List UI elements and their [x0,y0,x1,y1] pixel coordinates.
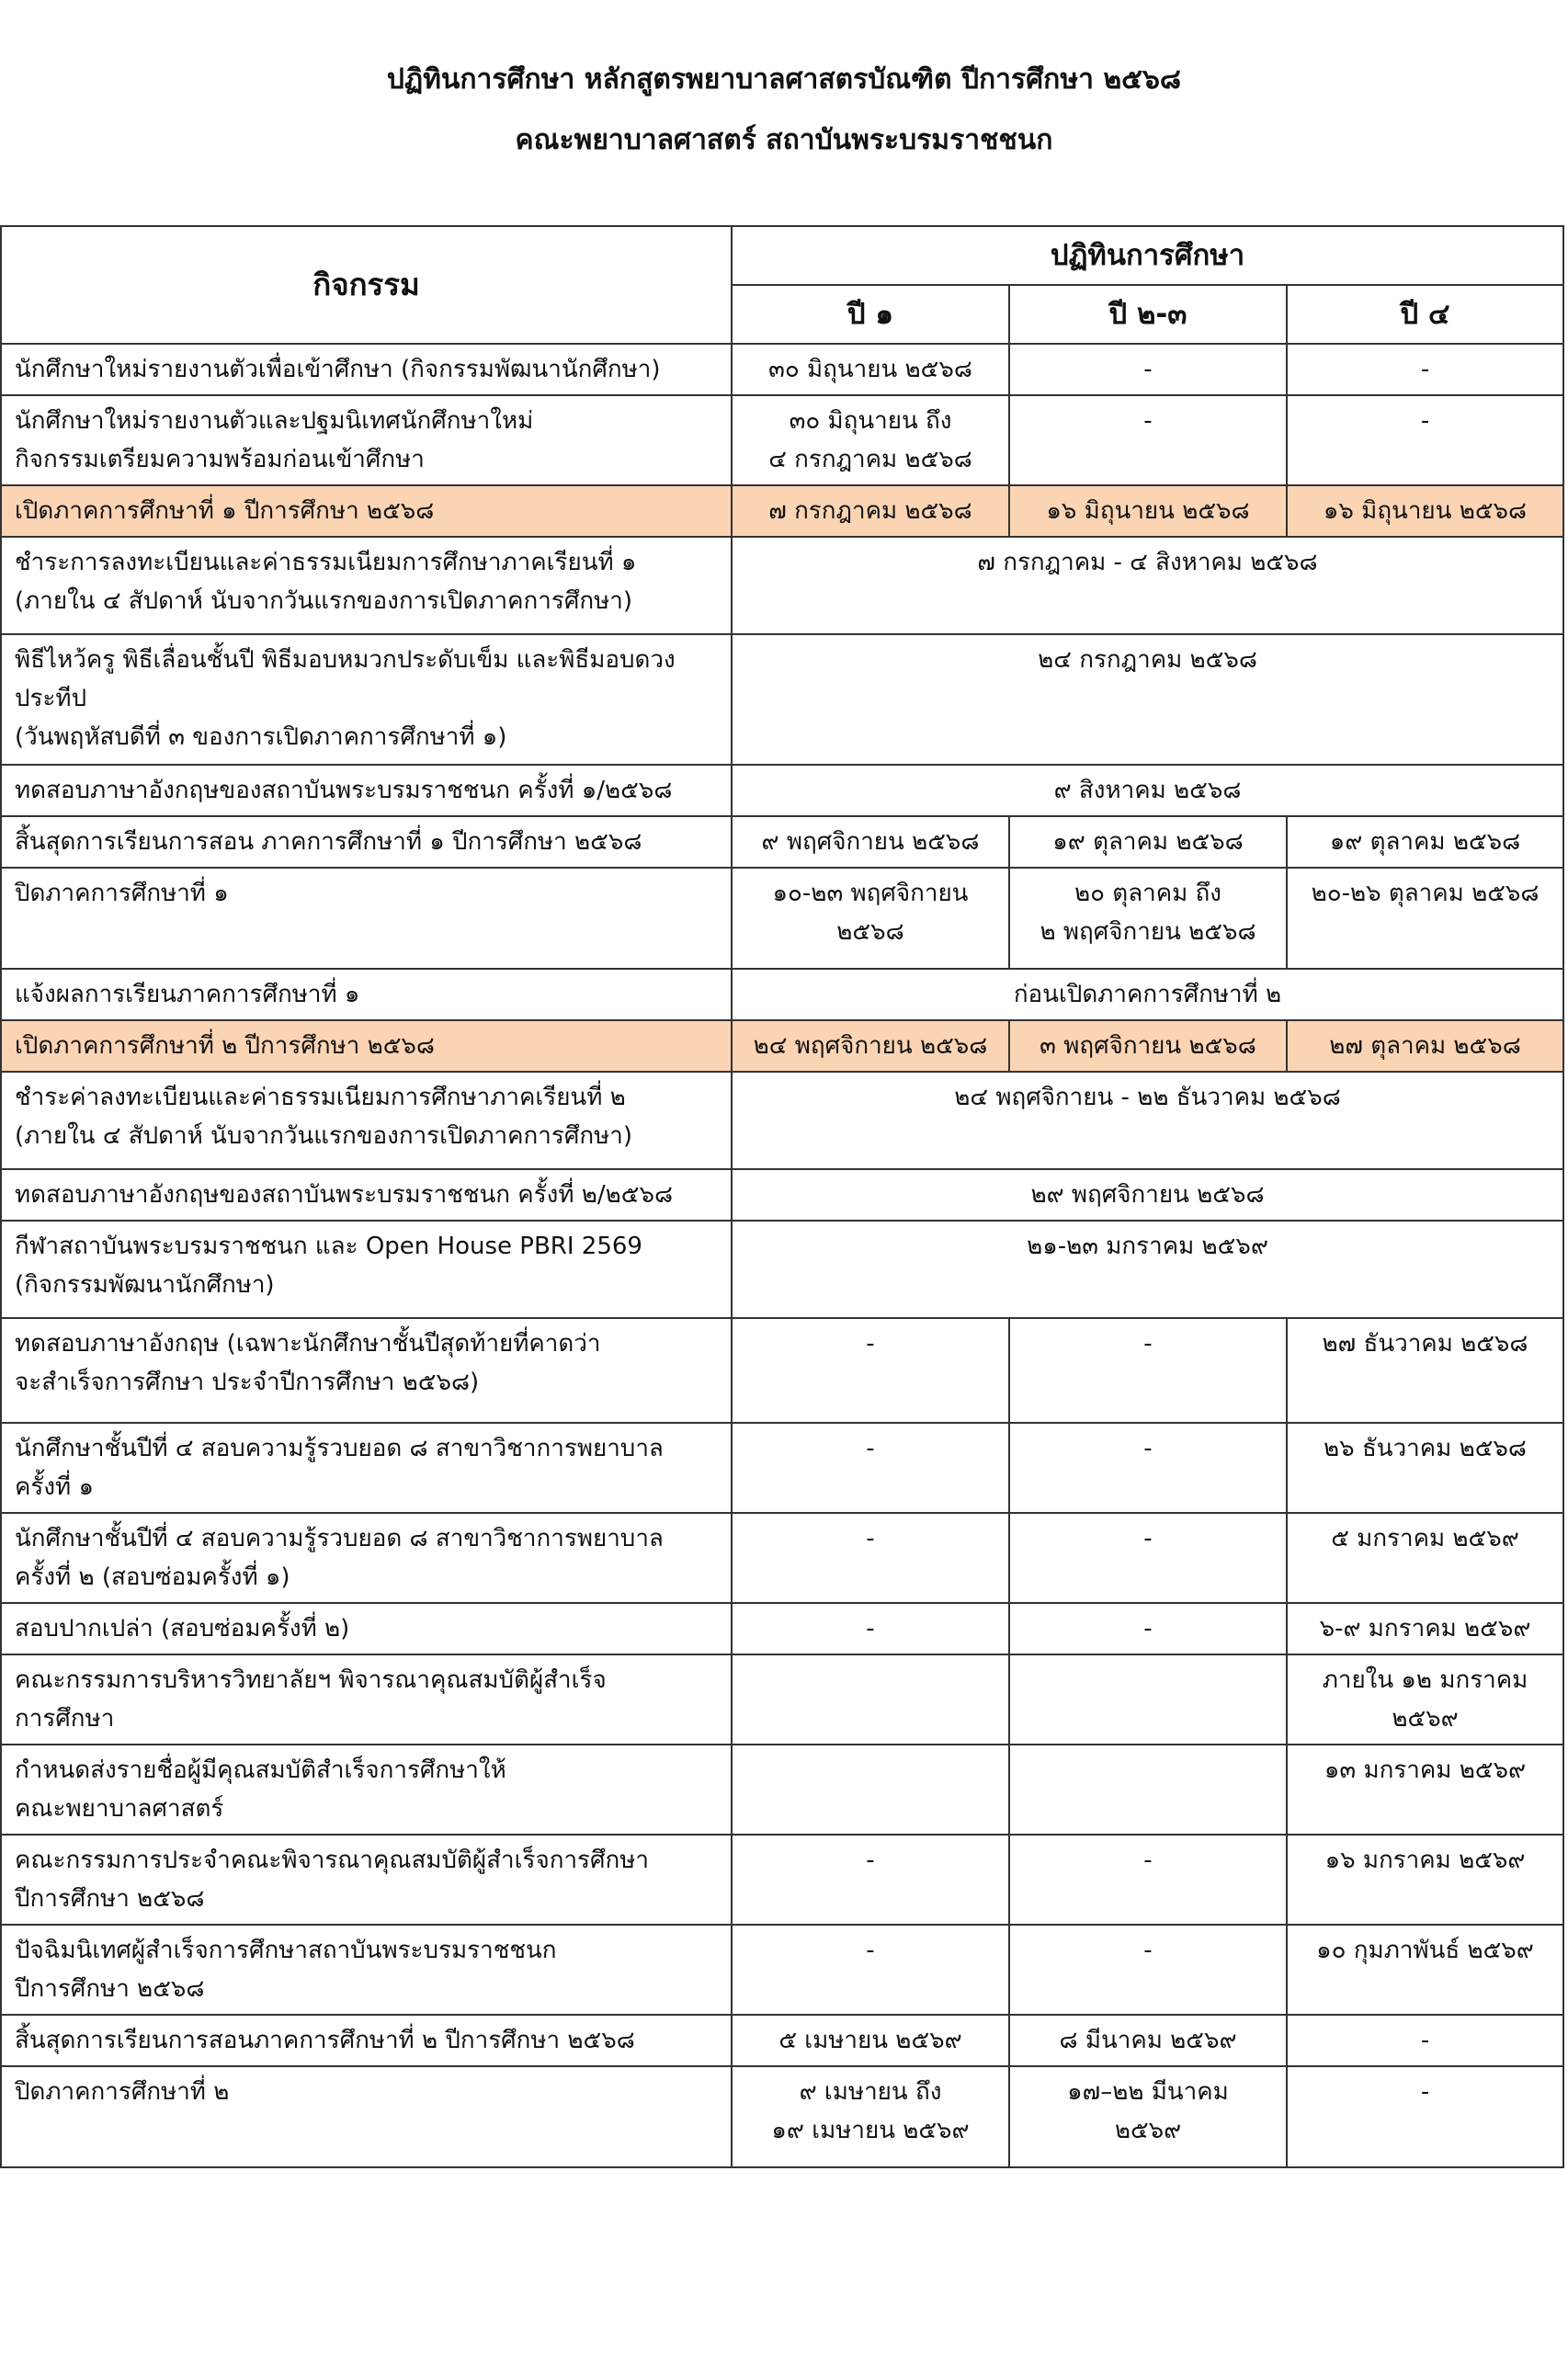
year-4-date-cell [1287,1835,1563,1925]
year-2-3-date-cell-line: ๘ มีนาคม ๒๕๖๙ [1059,2027,1237,2054]
activity-cell [1,344,732,395]
year-2-3-date-cell-line: - [1143,1435,1153,1462]
activity-cell-line: ทดสอบภาษาอังกฤษ (เฉพาะนักศึกษาชั้นปีสุดท้ายที่คาดว่า [15,1330,601,1358]
header-year-4: ปี ๔ [1287,285,1563,344]
year-4-date-cell [1287,485,1563,537]
year-1-date-cell [732,485,1009,537]
activity-cell-line: คณะกรรมการบริหารวิทยาลัยฯ พิจารณาคุณสมบัติผู้สำเร็จ [15,1666,607,1694]
year-4-date-cell-line: ๒๐-๒๖ ตุลาคม ๒๕๖๘ [1311,880,1540,907]
year-2-3-date-cell-line: ๑๗–๒๒ มีนาคม [1067,2078,1229,2106]
activity-cell-line: ทดสอบภาษาอังกฤษของสถาบันพระบรมราชชนก ครั้งที่ ๑/๒๕๖๘ [15,777,673,804]
year-1-date-cell [732,395,1009,485]
header-activity: กิจกรรม [1,226,732,344]
year-4-date-cell-line: ๕ มกราคม ๒๕๖๙ [1331,1525,1519,1552]
year-1-date-cell-line: ๒๔ พฤศจิกายน ๒๕๖๘ [753,1032,988,1060]
year-4-date-cell-line: ๑๖ มิถุนายน ๒๕๖๘ [1323,497,1528,525]
all-years-date-cell [732,765,1563,816]
year-2-3-date-cell-line: ๒๐ ตุลาคม ถึง [1074,880,1221,907]
activity-cell-line: ชำระการลงทะเบียนและค่าธรรมเนียมการศึกษาภาคเรียนที่ ๑ [15,549,637,576]
year-4-date-cell [1287,1603,1563,1654]
year-2-3-date-cell [1009,868,1287,969]
year-2-3-date-cell-line: ๑๙ ตุลาคม ๒๕๖๘ [1052,828,1244,856]
year-4-date-cell-line: ๑๐ กุมภาพันธ์ ๒๕๖๙ [1316,1937,1534,1964]
table-row [1,2066,1563,2167]
year-4-date-cell [1287,1654,1563,1745]
table-row [1,1835,1563,1925]
year-1-date-cell [732,344,1009,395]
table-row [1,765,1563,816]
all-years-date-cell [732,537,1563,634]
table-row [1,1603,1563,1654]
activity-cell-line: ทดสอบภาษาอังกฤษของสถาบันพระบรมราชชนก ครั้งที่ ๒/๒๕๖๘ [15,1181,674,1209]
year-1-date-cell [732,1423,1009,1513]
year-2-3-date-cell [1009,1835,1287,1925]
activity-cell-line: (ภายใน ๔ สัปดาห์ นับจากวันแรกของการเปิดภาคการศึกษา) [15,587,632,615]
activity-cell-line: จะสำเร็จการศึกษา ประจำปีการศึกษา ๒๕๖๘) [15,1369,480,1396]
year-1-date-cell [732,1925,1009,2015]
year-2-3-date-cell-line: ๑๖ มิถุนายน ๒๕๖๘ [1046,497,1250,525]
calendar-body [1,344,1563,2167]
activity-cell-line: (กิจกรรมพัฒนานักศึกษา) [15,1271,275,1299]
year-4-date-cell-line: ๑๓ มกราคม ๒๕๖๙ [1324,1756,1527,1784]
activity-cell [1,765,732,816]
year-1-date-cell [732,1513,1009,1603]
table-row [1,634,1563,765]
activity-cell-line: (วันพฤหัสบดีที่ ๓ ของการเปิดภาคการศึกษาที่ ๑) [15,723,507,751]
table-row [1,1221,1563,1318]
table-row [1,395,1563,485]
year-1-date-cell-line: - [866,1330,875,1358]
year-2-3-date-cell [1009,816,1287,868]
activity-cell [1,634,732,765]
year-4-date-cell [1287,395,1563,485]
year-2-3-date-cell-line: ๓ พฤศจิกายน ๒๕๖๘ [1040,1032,1256,1060]
year-4-date-cell-line: ๒๕๖๙ [1392,1705,1459,1733]
all-years-date-cell [732,1221,1563,1318]
activity-cell [1,969,732,1020]
year-2-3-date-cell-line: - [1143,1615,1153,1643]
year-4-date-cell [1287,1020,1563,1072]
page-title: ปฏิทินการศึกษา หลักสูตรพยาบาลศาสตรบัณฑิต ปีการศึกษา ๒๕๖๘ [386,63,1182,96]
year-1-date-cell [732,2015,1009,2066]
activity-cell-line: นักศึกษาใหม่รายงานตัวเพื่อเข้าศึกษา (กิจกรรมพัฒนานักศึกษา) [15,356,661,383]
activity-cell [1,868,732,969]
year-1-date-cell-line: ๑๙ เมษายน ๒๕๖๙ [771,2117,970,2144]
activity-cell [1,1925,732,2015]
year-2-3-date-cell [1009,2066,1287,2167]
year-2-3-date-cell [1009,485,1287,537]
activity-cell-line: นักศึกษาชั้นปีที่ ๔ สอบความรู้รวบยอด ๘ สาขาวิชาการพยาบาล [15,1525,664,1552]
page-subtitle: คณะพยาบาลศาสตร์ สถาบันพระบรมราชชนก [515,124,1053,156]
all-years-date-cell [732,969,1563,1020]
year-2-3-date-cell-line: - [1143,1937,1153,1964]
year-1-date-cell [732,1603,1009,1654]
year-4-date-cell [1287,1513,1563,1603]
table-row [1,1020,1563,1072]
activity-cell [1,395,732,485]
year-1-date-cell-line: ๙ พฤศจิกายน ๒๕๖๘ [761,828,980,856]
table-row [1,1318,1563,1423]
all-years-date-cell-line: ๙ สิงหาคม ๒๕๖๘ [1053,777,1242,804]
year-1-date-cell-line: - [866,1937,875,1964]
year-4-date-cell-line: ๒๗ ตุลาคม ๒๕๖๘ [1329,1032,1521,1060]
year-2-3-date-cell [1009,1745,1287,1835]
year-2-3-date-cell [1009,2015,1287,2066]
header-calendar: ปฏิทินการศึกษา [732,226,1563,285]
activity-cell [1,1020,732,1072]
year-4-date-cell-line: ๖-๙ มกราคม ๒๕๖๙ [1319,1615,1531,1643]
year-2-3-date-cell-line: - [1143,407,1153,435]
activity-cell-line: คณะพยาบาลศาสตร์ [15,1795,224,1823]
activity-cell-line: ประทีป [15,685,87,712]
year-1-date-cell [732,1745,1009,1835]
all-years-date-cell-line: ๒๔ กรกฎาคม ๒๕๖๘ [1038,646,1257,674]
year-2-3-date-cell [1009,1654,1287,1745]
activity-cell-line: สิ้นสุดการเรียนการสอนภาคการศึกษาที่ ๒ ปีการศึกษา ๒๕๖๘ [15,2027,635,2054]
table-row [1,1423,1563,1513]
activity-cell-line: ครั้งที่ ๒ (สอบซ่อมครั้งที่ ๑) [15,1563,290,1591]
activity-cell [1,1603,732,1654]
year-1-date-cell [732,2066,1009,2167]
year-4-date-cell-line: ภายใน ๑๒ มกราคม [1322,1666,1528,1694]
year-1-date-cell-line: ๑๐-๒๓ พฤศจิกายน [772,880,969,907]
year-4-date-cell [1287,2015,1563,2066]
activity-cell-line: นักศึกษาชั้นปีที่ ๔ สอบความรู้รวบยอด ๘ สาขาวิชาการพยาบาล [15,1435,664,1462]
table-row [1,2015,1563,2066]
activity-cell [1,1513,732,1603]
activity-cell-line: ปิดภาคการศึกษาที่ ๑ [15,880,229,907]
activity-cell [1,1072,732,1169]
year-2-3-date-cell [1009,1603,1287,1654]
academic-calendar-table [0,225,1564,2168]
year-2-3-date-cell-line: - [1143,1525,1153,1552]
table-row [1,1072,1563,1169]
year-1-date-cell [732,1835,1009,1925]
table-row [1,1925,1563,2015]
all-years-date-cell-line: ๒๑-๒๓ มกราคม ๒๕๖๙ [1027,1233,1268,1260]
year-4-date-cell [1287,1423,1563,1513]
activity-cell-line: การศึกษา [15,1705,115,1733]
activity-cell-line: (ภายใน ๔ สัปดาห์ นับจากวันแรกของการเปิดภาคการศึกษา) [15,1122,632,1150]
activity-cell [1,1654,732,1745]
all-years-date-cell [732,634,1563,765]
year-1-date-cell [732,1318,1009,1423]
year-2-3-date-cell-line: ๒ พฤศจิกายน ๒๕๖๘ [1040,918,1256,946]
year-1-date-cell-line: ๒๕๖๘ [836,918,904,946]
all-years-date-cell-line: ๗ กรกฎาคม - ๔ สิงหาคม ๒๕๖๘ [977,549,1318,576]
year-2-3-date-cell [1009,1318,1287,1423]
activity-cell-line: สิ้นสุดการเรียนการสอน ภาคการศึกษาที่ ๑ ปีการศึกษา ๒๕๖๘ [15,828,642,856]
all-years-date-cell-line: ๒๔ พฤศจิกายน - ๒๒ ธันวาคม ๒๕๖๘ [954,1084,1341,1111]
activity-cell-line: ปีการศึกษา ๒๕๖๘ [15,1885,205,1913]
year-2-3-date-cell-line: - [1143,1847,1153,1874]
activity-cell-line: กีฬาสถาบันพระบรมราชชนก และ Open House PBRI 2569 [15,1233,642,1260]
activity-cell [1,1221,732,1318]
table-row [1,1745,1563,1835]
year-2-3-date-cell-line: - [1143,1330,1153,1358]
activity-cell [1,537,732,634]
header-year-2-3: ปี ๒-๓ [1009,285,1287,344]
year-4-date-cell-line: - [1420,407,1430,435]
activity-cell [1,2066,732,2167]
year-1-date-cell-line: - [866,1435,875,1462]
table-row [1,1654,1563,1745]
year-1-date-cell [732,1020,1009,1072]
activity-cell-line: ครั้งที่ ๑ [15,1473,94,1501]
table-row [1,344,1563,395]
year-2-3-date-cell-line: - [1143,356,1153,383]
year-4-date-cell-line: - [1420,356,1430,383]
all-years-date-cell [732,1072,1563,1169]
activity-cell-line: ปีการศึกษา ๒๕๖๘ [15,1975,205,2003]
year-2-3-date-cell [1009,1423,1287,1513]
table-row [1,1169,1563,1221]
all-years-date-cell-line: ก่อนเปิดภาคการศึกษาที่ ๒ [1013,981,1282,1008]
header-year-1: ปี ๑ [732,285,1009,344]
year-4-date-cell [1287,2066,1563,2167]
activity-cell-line: แจ้งผลการเรียนภาคการศึกษาที่ ๑ [15,981,360,1008]
activity-cell [1,1423,732,1513]
table-row [1,1513,1563,1603]
all-years-date-cell [732,1169,1563,1221]
year-2-3-date-cell [1009,1925,1287,2015]
activity-cell-line: นักศึกษาใหม่รายงานตัวและปฐมนิเทศนักศึกษาใหม่ [15,407,534,435]
activity-cell [1,485,732,537]
year-1-date-cell-line: ๔ กรกฎาคม ๒๕๖๘ [768,446,972,473]
activity-cell-line: เปิดภาคการศึกษาที่ ๑ ปีการศึกษา ๒๕๖๘ [15,497,435,525]
year-2-3-date-cell [1009,344,1287,395]
activity-cell [1,2015,732,2066]
activity-cell-line: พิธีไหว้ครู พิธีเลื่อนชั้นปี พิธีมอบหมวกประดับเข็ม และพิธีมอบดวง [15,646,676,674]
year-1-date-cell [732,1654,1009,1745]
year-4-date-cell-line: - [1420,2078,1430,2106]
activity-cell-line: คณะกรรมการประจำคณะพิจารณาคุณสมบัติผู้สำเร็จการศึกษา [15,1847,649,1874]
activity-cell [1,1835,732,1925]
activity-cell-line: ปิดภาคการศึกษาที่ ๒ [15,2078,230,2106]
year-4-date-cell [1287,1745,1563,1835]
year-1-date-cell-line: ๓๐ มิถุนายน ๒๕๖๘ [768,356,972,383]
year-1-date-cell-line: - [866,1525,875,1552]
year-1-date-cell [732,868,1009,969]
year-1-date-cell [732,816,1009,868]
year-2-3-date-cell-line: ๒๕๖๙ [1114,2117,1182,2144]
activity-cell-line: กิจกรรมเตรียมความพร้อมก่อนเข้าศึกษา [15,446,425,473]
year-4-date-cell [1287,816,1563,868]
table-row [1,816,1563,868]
year-1-date-cell-line: ๓๐ มิถุนายน ถึง [789,407,952,435]
year-4-date-cell-line: ๑๖ มกราคม ๒๕๖๙ [1324,1847,1526,1874]
year-1-date-cell-line: ๙ เมษายน ถึง [799,2078,942,2106]
year-2-3-date-cell [1009,1513,1287,1603]
activity-cell-line: กำหนดส่งรายชื่อผู้มีคุณสมบัติสำเร็จการศึกษาให้ [15,1756,506,1784]
activity-cell-line: เปิดภาคการศึกษาที่ ๒ ปีการศึกษา ๒๕๖๘ [15,1032,435,1060]
table-row [1,868,1563,969]
year-1-date-cell-line: - [866,1847,875,1874]
year-4-date-cell-line: ๒๖ ธันวาคม ๒๕๖๘ [1324,1435,1527,1462]
table-row [1,537,1563,634]
year-1-date-cell-line: - [866,1615,875,1643]
year-4-date-cell-line: - [1420,2027,1430,2054]
year-4-date-cell-line: ๒๗ ธันวาคม ๒๕๖๘ [1322,1330,1528,1358]
activity-cell-line: ชำระค่าลงทะเบียนและค่าธรรมเนียมการศึกษาภาคเรียนที่ ๒ [15,1084,626,1111]
year-4-date-cell [1287,868,1563,969]
activity-cell-line: สอบปากเปล่า (สอบซ่อมครั้งที่ ๒) [15,1615,350,1643]
table-row [1,969,1563,1020]
year-1-date-cell-line: ๗ กรกฎาคม ๒๕๖๘ [768,497,972,525]
year-4-date-cell-line: ๑๙ ตุลาคม ๒๕๖๘ [1329,828,1521,856]
table-row [1,485,1563,537]
activity-cell [1,1745,732,1835]
year-4-date-cell [1287,1318,1563,1423]
all-years-date-cell-line: ๒๙ พฤศจิกายน ๒๕๖๘ [1030,1181,1265,1209]
activity-cell [1,1318,732,1423]
year-2-3-date-cell [1009,1020,1287,1072]
activity-cell [1,816,732,868]
year-4-date-cell [1287,1925,1563,2015]
year-4-date-cell [1287,344,1563,395]
year-2-3-date-cell [1009,395,1287,485]
activity-cell-line: ปัจฉิมนิเทศผู้สำเร็จการศึกษาสถาบันพระบรมราชชนก [15,1937,557,1964]
activity-cell [1,1169,732,1221]
year-1-date-cell-line: ๕ เมษายน ๒๕๖๙ [778,2027,962,2054]
